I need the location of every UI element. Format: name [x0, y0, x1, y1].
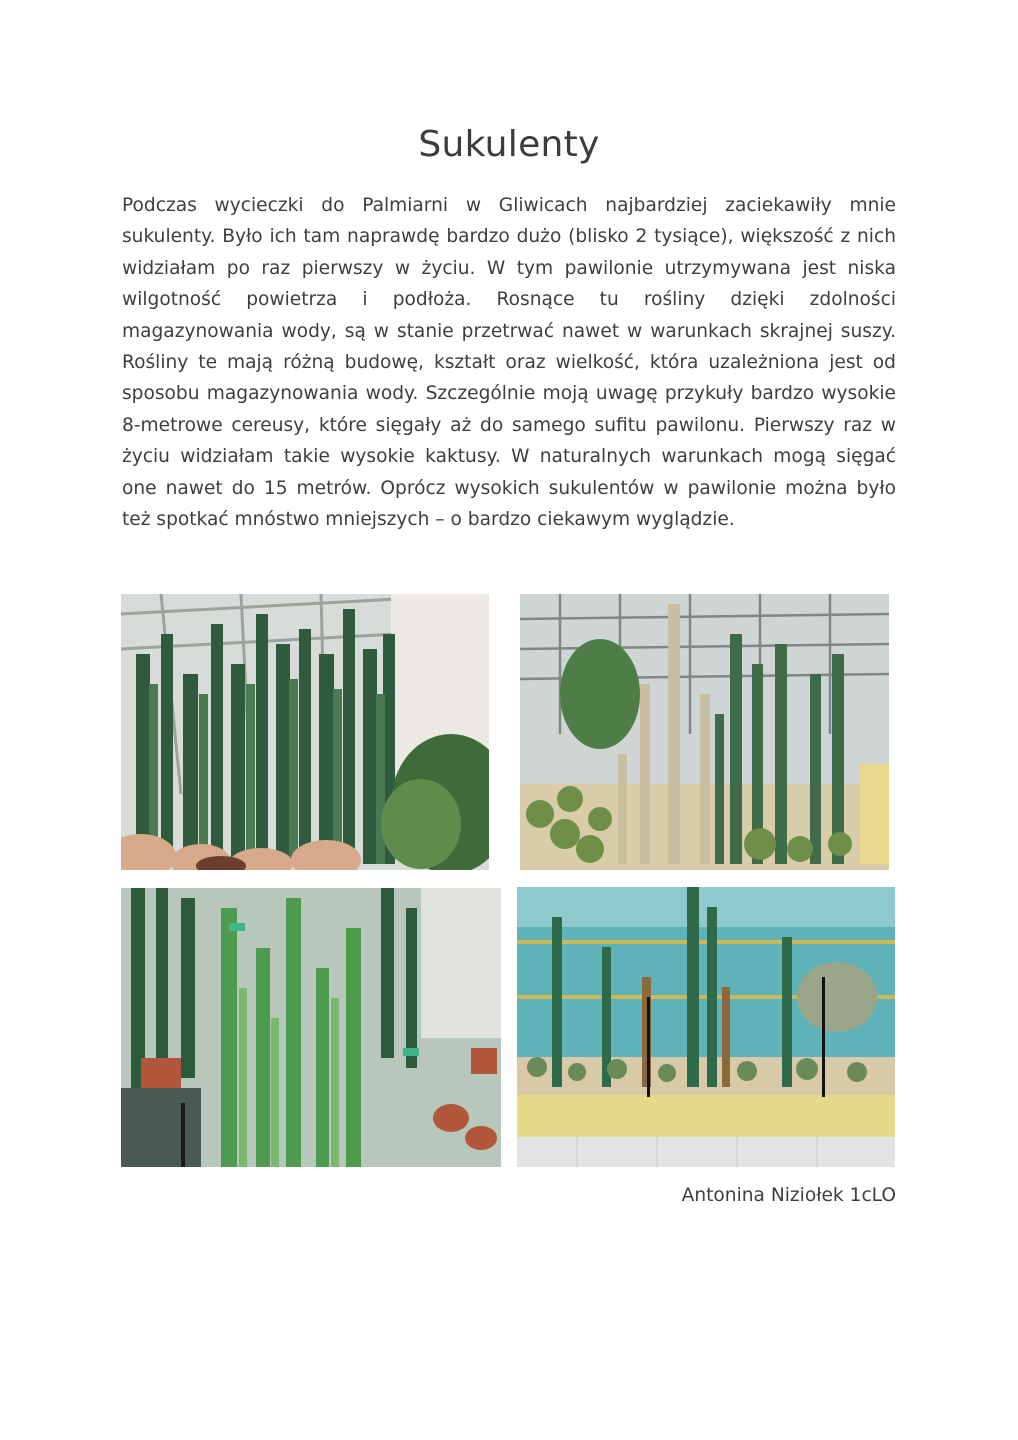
author-signature: Antonina Niziołek 1cLO: [681, 1185, 896, 1206]
body-paragraph: Podczas wycieczki do Palmiarni w Gliwicach najbardziej zaciekawiły mnie sukulenty. Było ich tam naprawdę bardzo dużo (blisko 2 tysiące), większość z nich widziałam po raz pierwszy w życiu. W tym pawilonie utrzymywana jest niska wilgotność powietrza i podłoża. Rosnące tu rośliny dzięki zdolności magazynowania wody, są w stanie przetrwać nawet w warunkach skrajnej suszy. Rośliny te mają różną budowę, kształt oraz wielkość, która uzależniona jest od sposobu magazynowania wody. Szczególnie moją uwagę przykuły bardzo wysokie 8-metrowe cereusy, które sięgały aż do samego sufitu pawilonu. Pierwszy raz w życiu widziałam takie wysokie kaktusy. W naturalnych warunkach mogą sięgać one nawet do 15 metrów. Oprócz wysokich sukulentów w pawilonie można było też spotkać mnóstwo mniejszych – o bardzo ciekawym wyglądzie.: [122, 195, 896, 531]
photo-tall-cacti-image: [121, 594, 489, 870]
photo-cactus-bed-yellow-wall: [517, 887, 895, 1167]
page-title: Sukulenty: [418, 124, 600, 165]
photo-spiny-cacti-pots: [121, 888, 501, 1167]
photo-spiny-cacti-image: [121, 888, 501, 1167]
photo-cactus-bed-image: [517, 887, 895, 1167]
photo-greenhouse-image: [520, 594, 889, 870]
photo-tall-cacti-with-visitors: [121, 594, 489, 870]
photo-greenhouse-cacti-collection: [520, 594, 889, 870]
